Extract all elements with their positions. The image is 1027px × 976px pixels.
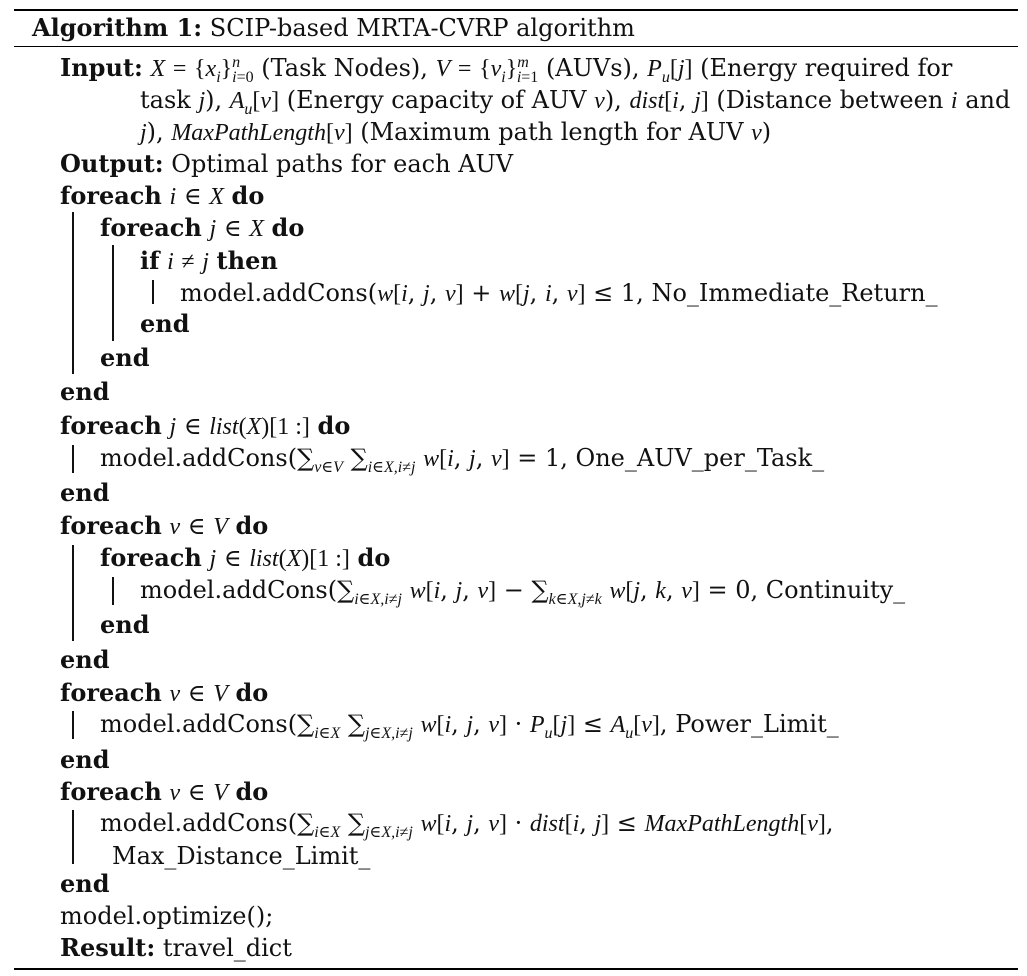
caption-rule: [14, 46, 1018, 47]
foreach-j-line: foreach j ∈ X do: [100, 213, 305, 242]
input-keyword: Input:: [60, 53, 143, 82]
indent-bar: [72, 212, 74, 374]
end-foreach-v-1: end: [60, 645, 110, 674]
foreach-i-line: foreach i ∈ X do: [60, 181, 265, 210]
indent-bar: [72, 711, 74, 739]
end-foreach-v-3: end: [60, 869, 110, 898]
end-foreach-j-inner: end: [100, 610, 150, 639]
indent-bar: [72, 810, 74, 864]
constraint-no-immediate-return: model.addCons(w[i, j, v] + w[j, i, v] ≤ 1, No_Immediate_Return_: [180, 279, 938, 307]
end-foreach-v-2: end: [60, 745, 110, 774]
foreach-j-list-inner: foreach j ∈ list(X)[1 :] do: [100, 543, 391, 572]
constraint-max-distance-label: Max_Distance_Limit_: [112, 842, 371, 870]
end-foreach-j: end: [100, 343, 150, 372]
result-line: Result: travel_dict: [60, 933, 292, 962]
output-keyword: Output:: [60, 149, 164, 178]
constraint-one-auv-per-task: $model.addCons(\sum_{v\in V}$ $\sum_{i\in X,i\ne j}$ w[i, j, v] = 1, One_AUV_per_Task_: [100, 444, 825, 476]
end-foreach-j-list: end: [60, 478, 110, 507]
input-line-3: j), MaxPathLength[v] (Maximum path length for AUV v): [140, 118, 772, 146]
end-if: end: [140, 309, 190, 338]
indent-bar: [112, 577, 114, 605]
indent-bar: [72, 545, 74, 641]
indent-bar: [72, 445, 74, 473]
input-line-2: task j), $A_u[v]$ (Energy capacity of AUV v), dist[i, j] (Distance between i and: [140, 86, 1011, 118]
indent-bar: [112, 245, 114, 341]
foreach-v-line-1: foreach v ∈ V do: [60, 511, 269, 540]
optimize-line: model.optimize();: [60, 902, 274, 930]
indent-bar: [152, 280, 154, 304]
end-foreach-i: end: [60, 377, 110, 406]
constraint-continuity: $model.addCons(\sum_{i\in X,i\ne j}$ w[i, j, $v] - \sum_{k\in X,j\ne k}$ w[j, k, v] = 0, Continuity_: [140, 576, 906, 608]
if-line: if i ≠ j then: [140, 246, 278, 275]
algorithm-caption: [32, 12, 635, 44]
bottom-rule: [14, 968, 1018, 970]
top-rule: [14, 9, 1018, 11]
constraint-power-limit: $model.addCons(\sum_{i\in X}$ $\sum_{j\in X,i\ne j}$ w[i, j, $v] \cdot P_u[j] \le A_u[v]$, Power_Limit_: [100, 710, 839, 742]
caption-title: SCIP-based MRTA-CVRP algorithm: [209, 14, 635, 42]
foreach-v-line-3: foreach v ∈ V do: [60, 777, 269, 806]
result-keyword: Result:: [60, 933, 156, 962]
constraint-max-distance: $model.addCons(\sum_{i\in X}$ $\sum_{j\in X,i\ne j}$ w[i, j, v] · dist[i, j] ≤ MaxPathLength[v],: [100, 809, 834, 841]
input-line-1: Input: $X = \{x_i\}^n_{i=0}$ (Task Nodes), $V = \{v_i\}^m_{i=1}$ (AUVs), $P_u[j]$ (Energy required for: [60, 53, 953, 86]
output-line: Output: Optimal paths for each AUV: [60, 149, 514, 178]
foreach-v-line-2: foreach v ∈ V do: [60, 678, 269, 707]
foreach-j-list-line: foreach j ∈ list(X)[1 :] do: [60, 411, 351, 440]
caption-label: Algorithm 1:: [32, 13, 203, 42]
